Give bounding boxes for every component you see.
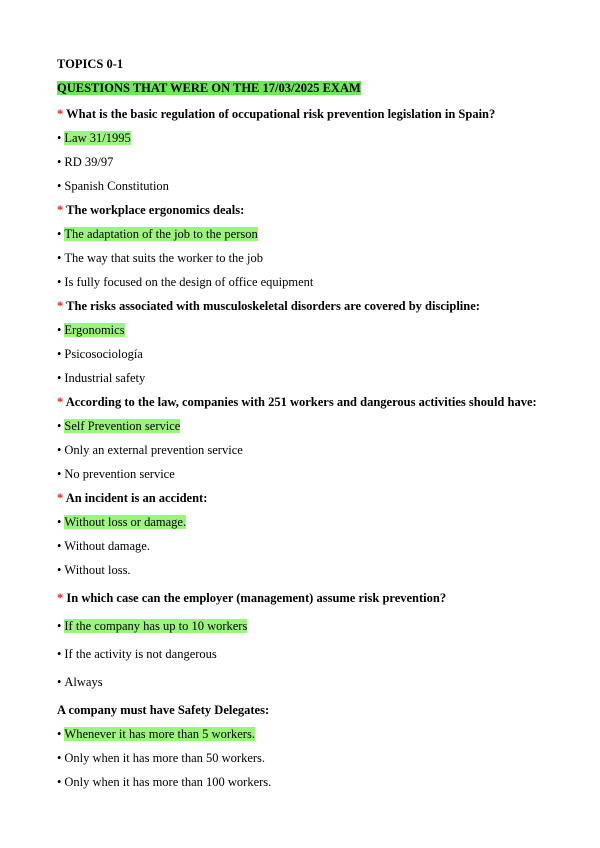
option-text-correct: If the company has up to 10 workers — [64, 619, 248, 633]
option-text: Psicosociología — [64, 347, 143, 361]
option-1-3 — [57, 178, 169, 194]
question-text: According to the law, companies with 251 workers and dangerous activities should have: — [65, 395, 537, 409]
question-4 — [57, 394, 537, 410]
bullet: • — [57, 619, 62, 633]
bullet: • — [57, 155, 62, 169]
question-7 — [57, 702, 269, 718]
option-text-correct: Ergonomics — [64, 323, 125, 337]
star-marker: * — [57, 395, 64, 409]
option-text-correct: The adaptation of the job to the person — [64, 227, 258, 241]
exam-title — [57, 80, 361, 96]
star-marker: * — [57, 107, 64, 121]
question-text: In which case can the employer (management) assume risk prevention? — [66, 591, 447, 605]
question-3 — [57, 298, 480, 314]
bullet: • — [57, 179, 62, 193]
option-1-1 — [57, 130, 131, 146]
question-6 — [57, 590, 446, 606]
bullet: • — [57, 563, 62, 577]
option-7-3 — [57, 774, 271, 790]
option-2-3 — [57, 274, 313, 290]
bullet: • — [57, 371, 62, 385]
bullet: • — [57, 751, 62, 765]
option-5-1 — [57, 514, 186, 530]
question-text: A company must have Safety Delegates: — [57, 703, 270, 717]
star-marker: * — [57, 591, 64, 605]
star-marker: * — [57, 491, 64, 505]
bullet: • — [57, 323, 62, 337]
option-6-1 — [57, 618, 247, 634]
bullet: • — [57, 419, 62, 433]
option-text: Without damage. — [64, 539, 150, 553]
bullet: • — [57, 443, 62, 457]
option-1-2 — [57, 154, 113, 170]
option-2-2 — [57, 250, 263, 266]
option-4-3 — [57, 466, 175, 482]
topic-heading: TOPICS 0-1 — [57, 57, 124, 71]
option-3-3 — [57, 370, 145, 386]
question-text: The workplace ergonomics deals: — [66, 203, 245, 217]
question-1 — [57, 106, 495, 122]
option-text: If the activity is not dangerous — [64, 647, 217, 661]
option-3-2 — [57, 346, 143, 362]
star-marker: * — [57, 203, 64, 217]
option-text-correct: Law 31/1995 — [64, 131, 131, 145]
question-2 — [57, 202, 244, 218]
bullet: • — [57, 775, 62, 789]
option-5-2 — [57, 538, 150, 554]
bullet: • — [57, 347, 62, 361]
option-3-1 — [57, 322, 125, 338]
question-text: The risks associated with musculoskeletal disorders are covered by discipline: — [66, 299, 480, 313]
option-text: Is fully focused on the design of office equipment — [64, 275, 314, 289]
option-text-correct: Without loss or damage. — [64, 515, 187, 529]
option-4-1 — [57, 418, 180, 434]
bullet: • — [57, 467, 62, 481]
bullet: • — [57, 275, 62, 289]
bullet: • — [57, 515, 62, 529]
bullet: • — [57, 539, 62, 553]
option-text: No prevention service — [64, 467, 175, 481]
option-4-2 — [57, 442, 243, 458]
bullet: • — [57, 227, 62, 241]
option-6-2 — [57, 646, 217, 662]
bullet: • — [57, 647, 62, 661]
option-text: Only an external prevention service — [64, 443, 243, 457]
option-text: Only when it has more than 100 workers. — [64, 775, 272, 789]
option-text: The way that suits the worker to the job — [64, 251, 263, 265]
option-text: Always — [64, 675, 103, 689]
option-text: RD 39/97 — [64, 155, 114, 169]
option-7-1 — [57, 726, 255, 742]
option-text: Without loss. — [64, 563, 131, 577]
question-text: An incident is an accident: — [65, 491, 208, 505]
option-7-2 — [57, 750, 265, 766]
bullet: • — [57, 675, 62, 689]
exam-title-text: QUESTIONS THAT WERE ON THE 17/03/2025 EXAM — [57, 81, 361, 95]
question-5 — [57, 490, 207, 506]
option-2-1 — [57, 226, 258, 242]
option-text-correct: Self Prevention service — [64, 419, 181, 433]
option-text-correct: Whenever it has more than 5 workers. — [64, 727, 255, 741]
option-text: Only when it has more than 50 workers. — [64, 751, 266, 765]
option-text: Industrial safety — [64, 371, 146, 385]
option-6-3 — [57, 674, 103, 690]
option-5-3 — [57, 562, 131, 578]
bullet: • — [57, 251, 62, 265]
star-marker: * — [57, 299, 64, 313]
question-text: What is the basic regulation of occupational risk prevention legislation in Spain? — [66, 107, 496, 121]
bullet: • — [57, 131, 62, 145]
option-text: Spanish Constitution — [64, 179, 169, 193]
bullet: • — [57, 727, 62, 741]
